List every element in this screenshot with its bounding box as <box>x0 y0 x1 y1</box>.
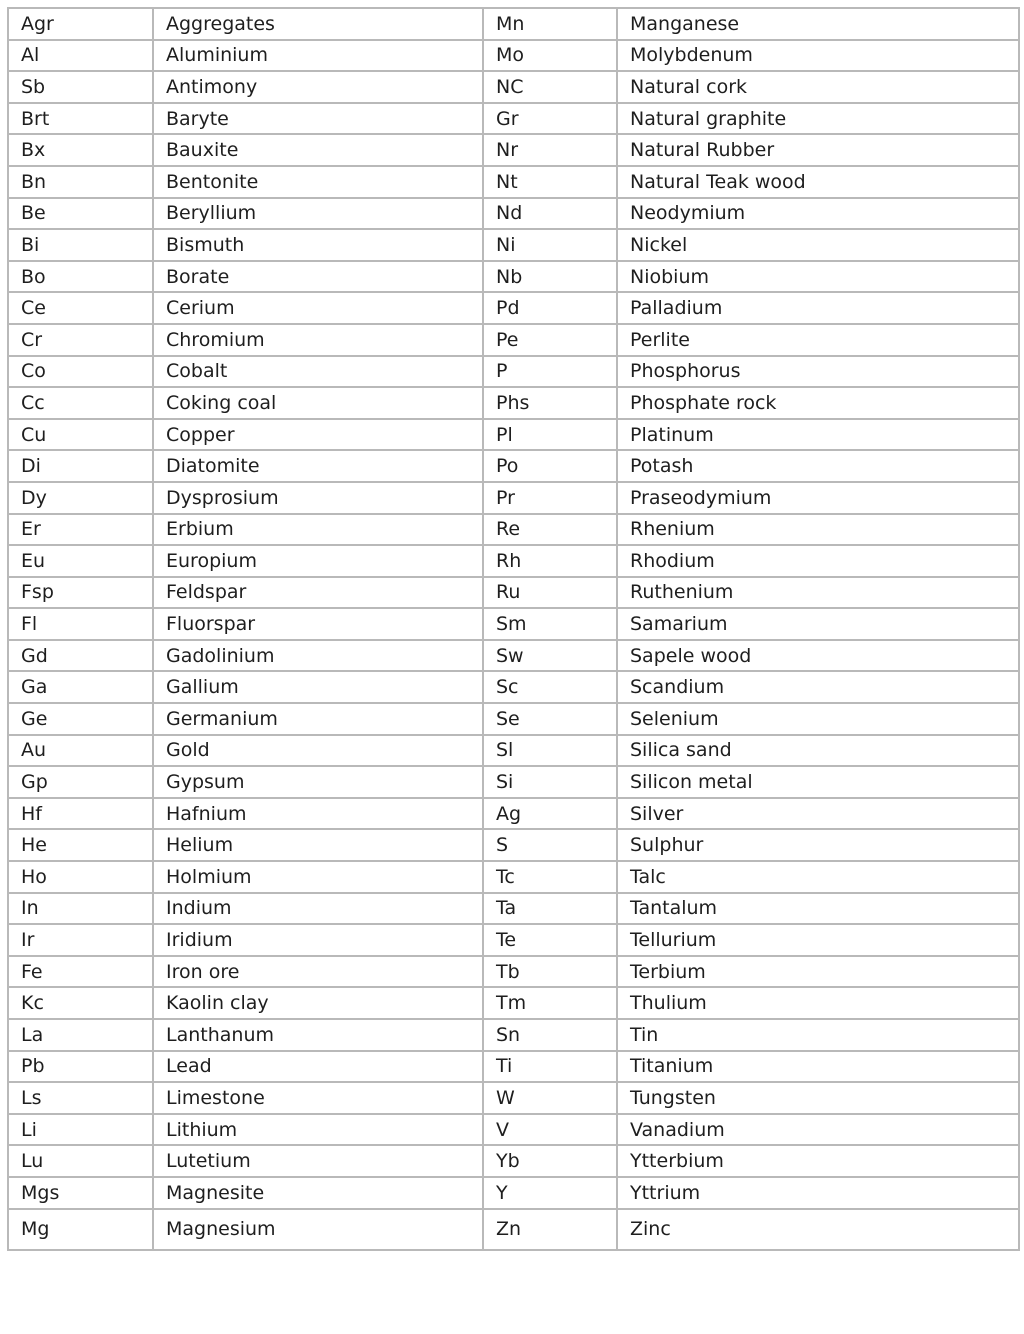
commodity-name-cell: Bentonite <box>153 166 483 198</box>
abbreviation-cell: Bo <box>8 261 153 293</box>
commodity-name-cell: Phosphate rock <box>617 387 1019 419</box>
table-row <box>8 482 1019 514</box>
abbreviation-cell: Pl <box>483 419 617 451</box>
commodity-name-cell: Nickel <box>617 229 1019 261</box>
commodity-name-cell: Thulium <box>617 987 1019 1019</box>
abbreviation-cell: Mo <box>483 40 617 72</box>
table-row <box>8 324 1019 356</box>
commodity-name-cell: Natural cork <box>617 71 1019 103</box>
commodity-name-cell: Cerium <box>153 292 483 324</box>
abbreviations-table <box>7 7 1020 1251</box>
commodity-name-cell: Titanium <box>617 1051 1019 1083</box>
table-row <box>8 40 1019 72</box>
commodity-name-cell: Beryllium <box>153 198 483 230</box>
abbreviation-cell: Sw <box>483 640 617 672</box>
abbreviation-cell: Tc <box>483 861 617 893</box>
table-row <box>8 261 1019 293</box>
abbreviation-cell: In <box>8 893 153 925</box>
commodity-name-cell: Platinum <box>617 419 1019 451</box>
abbreviation-cell: Be <box>8 198 153 230</box>
abbreviation-cell: Hf <box>8 798 153 830</box>
commodity-name-cell: Holmium <box>153 861 483 893</box>
commodity-name-cell: Kaolin clay <box>153 987 483 1019</box>
commodity-name-cell: Ruthenium <box>617 577 1019 609</box>
commodity-name-cell: Iridium <box>153 924 483 956</box>
abbreviation-cell: Au <box>8 735 153 767</box>
abbreviation-cell: Nt <box>483 166 617 198</box>
commodity-name-cell: Iron ore <box>153 956 483 988</box>
abbreviation-cell: Kc <box>8 987 153 1019</box>
abbreviation-cell: Te <box>483 924 617 956</box>
abbreviation-cell: Ag <box>483 798 617 830</box>
commodity-name-cell: Aggregates <box>153 8 483 40</box>
commodity-name-cell: Baryte <box>153 103 483 135</box>
abbreviation-cell: Cr <box>8 324 153 356</box>
abbreviation-cell: Y <box>483 1177 617 1209</box>
commodity-name-cell: Lutetium <box>153 1145 483 1177</box>
commodity-name-cell: Tungsten <box>617 1082 1019 1114</box>
abbreviation-cell: Si <box>483 766 617 798</box>
abbreviation-cell: Ho <box>8 861 153 893</box>
abbreviation-cell: Agr <box>8 8 153 40</box>
commodity-name-cell: Selenium <box>617 703 1019 735</box>
abbreviation-cell: P <box>483 356 617 388</box>
table-row <box>8 829 1019 861</box>
abbreviation-cell: Bn <box>8 166 153 198</box>
table-row <box>8 103 1019 135</box>
abbreviation-cell: La <box>8 1019 153 1051</box>
commodity-name-cell: Natural Rubber <box>617 134 1019 166</box>
table-row <box>8 735 1019 767</box>
commodity-name-cell: Yttrium <box>617 1177 1019 1209</box>
abbreviation-cell: Fl <box>8 608 153 640</box>
table-row <box>8 703 1019 735</box>
commodity-name-cell: Niobium <box>617 261 1019 293</box>
abbreviation-cell: Ir <box>8 924 153 956</box>
abbreviation-cell: Se <box>483 703 617 735</box>
abbreviation-cell: W <box>483 1082 617 1114</box>
abbreviation-cell: Cc <box>8 387 153 419</box>
abbreviation-cell: Po <box>483 450 617 482</box>
table-row <box>8 956 1019 988</box>
commodity-name-cell: Fluorspar <box>153 608 483 640</box>
abbreviation-cell: Pr <box>483 482 617 514</box>
commodity-name-cell: Scandium <box>617 671 1019 703</box>
abbreviation-cell: Di <box>8 450 153 482</box>
commodity-name-cell: Silver <box>617 798 1019 830</box>
table-row <box>8 577 1019 609</box>
table-row <box>8 1209 1019 1250</box>
abbreviation-cell: Mg <box>8 1209 153 1250</box>
abbreviation-cell: Pd <box>483 292 617 324</box>
commodity-name-cell: Chromium <box>153 324 483 356</box>
abbreviation-cell: Brt <box>8 103 153 135</box>
table-row <box>8 387 1019 419</box>
table-row <box>8 1082 1019 1114</box>
commodity-name-cell: Diatomite <box>153 450 483 482</box>
abbreviation-cell: Ru <box>483 577 617 609</box>
table-row <box>8 229 1019 261</box>
table-row <box>8 545 1019 577</box>
table-row <box>8 450 1019 482</box>
commodity-name-cell: Helium <box>153 829 483 861</box>
commodity-name-cell: Sapele wood <box>617 640 1019 672</box>
abbreviation-cell: Eu <box>8 545 153 577</box>
commodity-name-cell: Rhenium <box>617 514 1019 546</box>
commodity-name-cell: Gold <box>153 735 483 767</box>
commodity-name-cell: Indium <box>153 893 483 925</box>
commodity-name-cell: Germanium <box>153 703 483 735</box>
commodity-name-cell: Feldspar <box>153 577 483 609</box>
commodity-name-cell: Perlite <box>617 324 1019 356</box>
abbreviation-cell: Nr <box>483 134 617 166</box>
commodity-name-cell: Hafnium <box>153 798 483 830</box>
abbreviation-cell: Bi <box>8 229 153 261</box>
abbreviation-cell: Sb <box>8 71 153 103</box>
abbreviation-cell: Fsp <box>8 577 153 609</box>
abbreviation-cell: Ni <box>483 229 617 261</box>
table-row <box>8 798 1019 830</box>
table-row <box>8 134 1019 166</box>
abbreviation-cell: Lu <box>8 1145 153 1177</box>
commodity-name-cell: Tellurium <box>617 924 1019 956</box>
abbreviation-cell: Ti <box>483 1051 617 1083</box>
commodity-name-cell: Cobalt <box>153 356 483 388</box>
table-row <box>8 71 1019 103</box>
commodity-name-cell: Praseodymium <box>617 482 1019 514</box>
commodity-name-cell: Magnesium <box>153 1209 483 1250</box>
abbreviation-cell: Tb <box>483 956 617 988</box>
commodity-name-cell: Silicon metal <box>617 766 1019 798</box>
commodity-name-cell: Tantalum <box>617 893 1019 925</box>
abbreviation-cell: Nb <box>483 261 617 293</box>
commodity-name-cell: Bauxite <box>153 134 483 166</box>
abbreviation-cell: Sc <box>483 671 617 703</box>
table-row <box>8 1114 1019 1146</box>
table-row <box>8 419 1019 451</box>
abbreviation-cell: Rh <box>483 545 617 577</box>
abbreviation-cell: Pe <box>483 324 617 356</box>
commodity-name-cell: Gypsum <box>153 766 483 798</box>
commodity-name-cell: Borate <box>153 261 483 293</box>
table-row <box>8 640 1019 672</box>
table-row <box>8 8 1019 40</box>
commodity-name-cell: Natural Teak wood <box>617 166 1019 198</box>
abbreviation-cell: Er <box>8 514 153 546</box>
table-row <box>8 1051 1019 1083</box>
abbreviation-cell: Sm <box>483 608 617 640</box>
abbreviation-cell: V <box>483 1114 617 1146</box>
commodity-name-cell: Rhodium <box>617 545 1019 577</box>
abbreviation-cell: Nd <box>483 198 617 230</box>
abbreviation-cell: Fe <box>8 956 153 988</box>
table-row <box>8 292 1019 324</box>
abbreviation-cell: Tm <box>483 987 617 1019</box>
abbreviation-cell: Gd <box>8 640 153 672</box>
commodity-name-cell: Vanadium <box>617 1114 1019 1146</box>
abbreviation-cell: Re <box>483 514 617 546</box>
commodity-name-cell: Palladium <box>617 292 1019 324</box>
commodity-name-cell: Limestone <box>153 1082 483 1114</box>
commodity-name-cell: Aluminium <box>153 40 483 72</box>
table-row <box>8 1145 1019 1177</box>
abbreviation-cell: Sn <box>483 1019 617 1051</box>
table-row <box>8 514 1019 546</box>
abbreviation-cell: Mn <box>483 8 617 40</box>
abbreviation-cell: Gp <box>8 766 153 798</box>
commodity-name-cell: Molybdenum <box>617 40 1019 72</box>
commodity-name-cell: Sulphur <box>617 829 1019 861</box>
table-row <box>8 166 1019 198</box>
commodity-name-cell: Antimony <box>153 71 483 103</box>
commodity-name-cell: Terbium <box>617 956 1019 988</box>
commodity-name-cell: Silica sand <box>617 735 1019 767</box>
commodity-name-cell: Gadolinium <box>153 640 483 672</box>
abbreviation-cell: Ge <box>8 703 153 735</box>
abbreviation-cell: Yb <box>483 1145 617 1177</box>
table-row <box>8 356 1019 388</box>
abbreviation-cell: Ga <box>8 671 153 703</box>
table-row <box>8 198 1019 230</box>
table-row <box>8 861 1019 893</box>
commodity-name-cell: Talc <box>617 861 1019 893</box>
table-row <box>8 1019 1019 1051</box>
abbreviation-cell: Al <box>8 40 153 72</box>
abbreviation-cell: Ta <box>483 893 617 925</box>
commodity-name-cell: Zinc <box>617 1209 1019 1250</box>
commodity-name-cell: Lithium <box>153 1114 483 1146</box>
table-row <box>8 766 1019 798</box>
table-row <box>8 671 1019 703</box>
abbreviation-cell: Dy <box>8 482 153 514</box>
abbreviation-cell: Ls <box>8 1082 153 1114</box>
table-row <box>8 1177 1019 1209</box>
abbreviation-cell: Cu <box>8 419 153 451</box>
commodity-name-cell: Neodymium <box>617 198 1019 230</box>
abbreviation-cell: Bx <box>8 134 153 166</box>
abbreviation-cell: Sl <box>483 735 617 767</box>
commodity-name-cell: Magnesite <box>153 1177 483 1209</box>
commodity-name-cell: Dysprosium <box>153 482 483 514</box>
table-row <box>8 987 1019 1019</box>
table-row <box>8 893 1019 925</box>
commodity-name-cell: Erbium <box>153 514 483 546</box>
commodity-name-cell: Potash <box>617 450 1019 482</box>
commodity-name-cell: Lead <box>153 1051 483 1083</box>
abbreviation-cell: Gr <box>483 103 617 135</box>
commodity-name-cell: Lanthanum <box>153 1019 483 1051</box>
abbreviation-cell: Pb <box>8 1051 153 1083</box>
abbreviation-cell: He <box>8 829 153 861</box>
abbreviation-cell: Li <box>8 1114 153 1146</box>
commodity-name-cell: Manganese <box>617 8 1019 40</box>
commodity-name-cell: Samarium <box>617 608 1019 640</box>
abbreviations-table-body <box>8 8 1019 1250</box>
abbreviation-cell: Phs <box>483 387 617 419</box>
commodity-name-cell: Coking coal <box>153 387 483 419</box>
abbreviation-cell: Co <box>8 356 153 388</box>
abbreviation-cell: Zn <box>483 1209 617 1250</box>
commodity-name-cell: Natural graphite <box>617 103 1019 135</box>
abbreviation-cell: S <box>483 829 617 861</box>
commodity-name-cell: Ytterbium <box>617 1145 1019 1177</box>
abbreviation-cell: Ce <box>8 292 153 324</box>
commodity-name-cell: Gallium <box>153 671 483 703</box>
commodity-name-cell: Tin <box>617 1019 1019 1051</box>
table-row <box>8 608 1019 640</box>
commodity-name-cell: Copper <box>153 419 483 451</box>
abbreviation-cell: NC <box>483 71 617 103</box>
commodity-name-cell: Bismuth <box>153 229 483 261</box>
commodity-name-cell: Europium <box>153 545 483 577</box>
abbreviation-cell: Mgs <box>8 1177 153 1209</box>
table-row <box>8 924 1019 956</box>
commodity-name-cell: Phosphorus <box>617 356 1019 388</box>
